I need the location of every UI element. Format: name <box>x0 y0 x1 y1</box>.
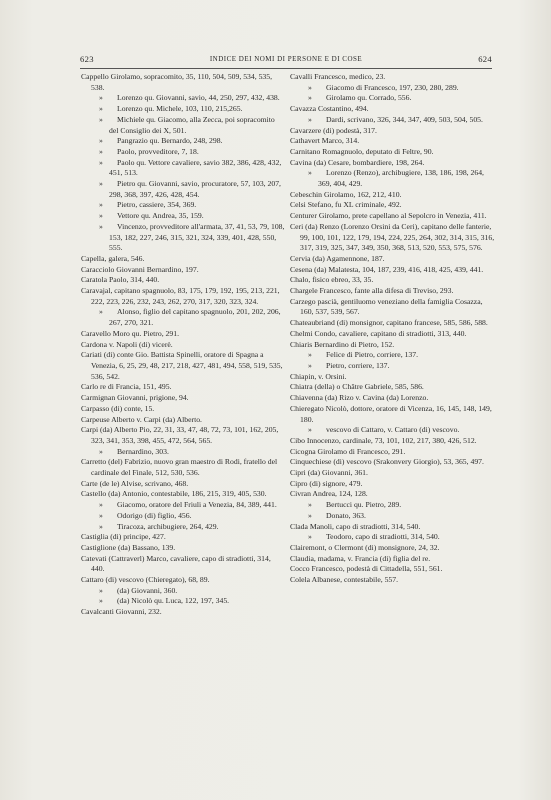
index-entry: Colela Albanese, contestabile, 557. <box>290 575 399 585</box>
index-entry: » Bernardino, 303. <box>81 447 286 458</box>
index-entry: Cipri (da) Giovanni, 361. <box>290 468 368 478</box>
index-entry: Clairemont, o Clermont (di) monsignore, 24, 32. <box>290 542 440 552</box>
index-entry: Clada Manoli, capo di stradiotti, 314, 540. <box>290 521 421 531</box>
index-entry: Chieregato Nicolò, dottore, oratore di Vicenza, 16, 145, 148, 149, 180. <box>290 403 492 424</box>
index-entry: Claudia, madama, v. Francia (di) figlia del re. <box>290 553 431 563</box>
index-entry: Cardona v. Napoli (di) vicerè. <box>81 339 173 349</box>
index-entry: » Bertucci qu. Pietro, 289. <box>290 500 495 511</box>
index-entry: Carnitano Romagnuolo, deputato di Feltre, 90. <box>290 146 434 156</box>
index-entry: Celsi Stefano, fu XL criminale, 492. <box>290 200 402 210</box>
index-entry: » Vettore qu. Andrea, 35, 159. <box>81 211 286 222</box>
index-entry: Chiaris Bernardino di Pietro, 152. <box>290 339 395 349</box>
page-number-right: 624 <box>478 54 492 64</box>
left-index-column <box>81 72 286 618</box>
index-entry: » Alonso, figlio del capitano spagnuolo, 201, 202, 206, 267, 270, 321. <box>81 307 286 328</box>
index-entry: Carpi (da) Alberto Pio, 22, 31, 33, 47, 48, 72, 73, 101, 162, 205, 323, 341, 353, 398, 455, 472, 564, 565. <box>81 425 279 445</box>
index-entry: Cariati (di) conte Gio. Battista Spinelli, oratore di Spagna a Venezia, 6, 25, 29, 48, 217, 218, 427, 481, 494, 558, 519, 535, 536, 542. <box>81 350 283 381</box>
index-entry: Chiavenna (da) Rizo v. Cavina (da) Lorenzo. <box>290 393 429 403</box>
index-entry: Castello (da) Antonio, contestabile, 186, 215, 319, 405, 530. <box>81 489 267 499</box>
index-entry: Cebeschin Girolamo, 162, 212, 410. <box>290 189 402 199</box>
index-entry: Caratola Paolo, 314, 440. <box>81 275 160 285</box>
index-entry: Cibo Innocenzo, cardinale, 73, 101, 102, 217, 380, 426, 512. <box>290 435 477 445</box>
index-entry: Castiglia (di) principe, 427. <box>81 532 166 542</box>
index-entry: Cavalcanti Giovanni, 232. <box>81 607 162 617</box>
index-entry: » (da) Nicolò qu. Luca, 122, 197, 345. <box>81 596 286 607</box>
index-entry: Cattaro (di) vescovo (Chieregato), 68, 89. <box>81 575 210 585</box>
index-entry: Cesena (da) Malatesta, 104, 187, 239, 416, 418, 425, 439, 441. <box>290 264 484 274</box>
index-entry: » Dardi, scrivano, 326, 344, 347, 409, 503, 504, 505. <box>290 115 495 126</box>
index-entry: Chateaubriand (di) monsignor, capitano francese, 585, 586, 588. <box>290 318 488 328</box>
index-entry: » Pietro qu. Giovanni, savio, procuratore, 57, 103, 207, 298, 368, 397, 426, 428, 454. <box>81 179 286 200</box>
index-entry: Catevati (Cattraverl) Marco, cavaliere, capo di stradiotti, 314, 440. <box>81 553 271 574</box>
index-entry: Cervia (da) Agamennone, 187. <box>290 253 385 263</box>
index-entry: Carpasso (di) conte, 15. <box>81 403 155 413</box>
index-entry: » Lorenzo qu. Giovanni, savio, 44, 250, 297, 432, 438. <box>81 93 286 104</box>
index-entry: Cinquechiese (di) vescovo (Srakonvery Giorgio), 53, 365, 497. <box>290 457 484 467</box>
index-entry: » Donato, 363. <box>290 511 495 522</box>
index-entry: Cavina (da) Cesare, bombardiere, 198, 264. <box>290 157 425 167</box>
header-rule <box>80 68 492 69</box>
index-entry: » (da) Giovanni, 360. <box>81 586 286 597</box>
index-entry: Civran Andrea, 124, 128. <box>290 489 368 499</box>
index-entry: Carpeuse Alberto v. Carpi (da) Alberto. <box>81 414 202 424</box>
index-entry: » Pietro, corriere, 137. <box>290 361 495 372</box>
index-entry: » Girolamo qu. Corrado, 556. <box>290 93 495 104</box>
index-entry: Ceri (da) Renzo (Lorenzo Orsini da Ceri), capitano delle fanterie, 99, 100, 101, 122, 179, 194, 224, 225, 264, 302, 314, 315, 316, 317, 319, 325, 347, 349, 350, 368, 513, 520, 553, 575, 576. <box>290 221 495 253</box>
index-entry: Cavarzere (di) podestà, 317. <box>290 125 377 135</box>
index-entry: Carlo re di Francia, 151, 495. <box>81 382 172 392</box>
index-entry: Cappello Girolamo, sopracomito, 35, 110, 504, 509, 534, 535, 538. <box>81 72 273 92</box>
index-entry: » Pangrazio qu. Bernardo, 248, 298. <box>81 136 286 147</box>
index-entry: » Tiracoza, archibugiere, 264, 429. <box>81 522 286 533</box>
index-entry: Cavazza Costantino, 494. <box>290 104 369 114</box>
index-entry: » Teodoro, capo di stradiotti, 314, 540. <box>290 532 495 543</box>
index-entry: Cathavert Marco, 314. <box>290 136 360 146</box>
index-entry: Carretto (del) Fabrizio, nuovo gran maestro di Rodi, fratello del cardinale del Finale, 512, 530, 536. <box>81 457 278 478</box>
index-entry: » vescovo di Cattaro, v. Cattaro (di) vescovo. <box>290 425 495 436</box>
index-entry: Chargele Francesco, fante alla difesa di Treviso, 293. <box>290 286 454 296</box>
index-entry: Centurer Girolamo, prete capellano al Sepolcro in Venezia, 411. <box>290 211 487 221</box>
index-entry: » Michiele qu. Giacomo, alla Zecca, poi sopracomito del Consiglio dei X, 501. <box>81 115 286 136</box>
index-entry: » Lorenzo (Renzo), archibugiere, 138, 186, 198, 264, 369, 404, 429. <box>290 168 495 189</box>
index-entry: Caravajal, capitano spagnuolo, 83, 175, 179, 192, 195, 213, 221, 222, 223, 226, 232, 243, 262, 270, 317, 320, 323, 324. <box>81 286 280 306</box>
running-title: INDICE DEI NOMI DI PERSONE E DI COSE <box>209 55 363 63</box>
index-entry: Capella, galera, 546. <box>81 253 145 263</box>
page-number-left: 623 <box>80 54 94 64</box>
index-entry: Carte (de le) Alvise, scrivano, 468. <box>81 478 189 488</box>
index-entry: » Paolo, provveditore, 7, 18. <box>81 147 286 158</box>
index-entry: Castiglione (da) Bassano, 139. <box>81 542 176 552</box>
index-entry: Carmignan Giovanni, prigione, 94. <box>81 393 189 403</box>
index-entry: Caravello Moro qu. Pietro, 291. <box>81 328 180 338</box>
index-entry: » Lorenzo qu. Michele, 103, 110, 215,265. <box>81 104 286 115</box>
index-entry: Chiatra (della) o Châtre Gabriele, 585, 586. <box>290 382 424 392</box>
index-entry: Cicogna Girolamo di Francesco, 291. <box>290 446 406 456</box>
index-entry: Cipro (di) signore, 479. <box>290 478 363 488</box>
index-entry: Chelmi Condo, cavaliere, capitano di stradiotti, 313, 440. <box>290 328 467 338</box>
right-index-column <box>290 72 495 586</box>
index-entry: Cocco Francesco, podestà di Cittadella, 551, 561. <box>290 564 443 574</box>
index-entry: Chalo, fisico ebreo, 33, 35. <box>290 275 374 285</box>
index-entry: » Giacomo, oratore del Friuli a Venezia, 84, 389, 441. <box>81 500 286 511</box>
index-entry: » Paolo qu. Vettore cavaliere, savio 382, 386, 428, 432, 451, 513. <box>81 158 286 179</box>
index-entry: Chiapin, v. Orsini. <box>290 371 347 381</box>
index-entry: » Vincenzo, provveditore all'armata, 37, 41, 53, 79, 108, 153, 182, 227, 246, 315, 321, 324, 339, 401, 428, 550, 555. <box>81 222 286 254</box>
index-entry: Caracciolo Giovanni Bernardino, 197. <box>81 264 199 274</box>
index-entry: » Felice di Pietro, corriere, 137. <box>290 350 495 361</box>
index-entry: » Odorigo (di) figlio, 456. <box>81 511 286 522</box>
index-entry: Cavalli Francesco, medico, 23. <box>290 72 386 81</box>
page-header <box>80 54 492 68</box>
index-entry: Carzego pascià, gentiluomo veneziano della famiglia Cosazza, 160, 537, 539, 567. <box>290 296 483 317</box>
index-entry: » Giacomo di Francesco, 197, 230, 280, 289. <box>290 83 495 94</box>
index-entry: » Pietro, cassiere, 354, 369. <box>81 200 286 211</box>
